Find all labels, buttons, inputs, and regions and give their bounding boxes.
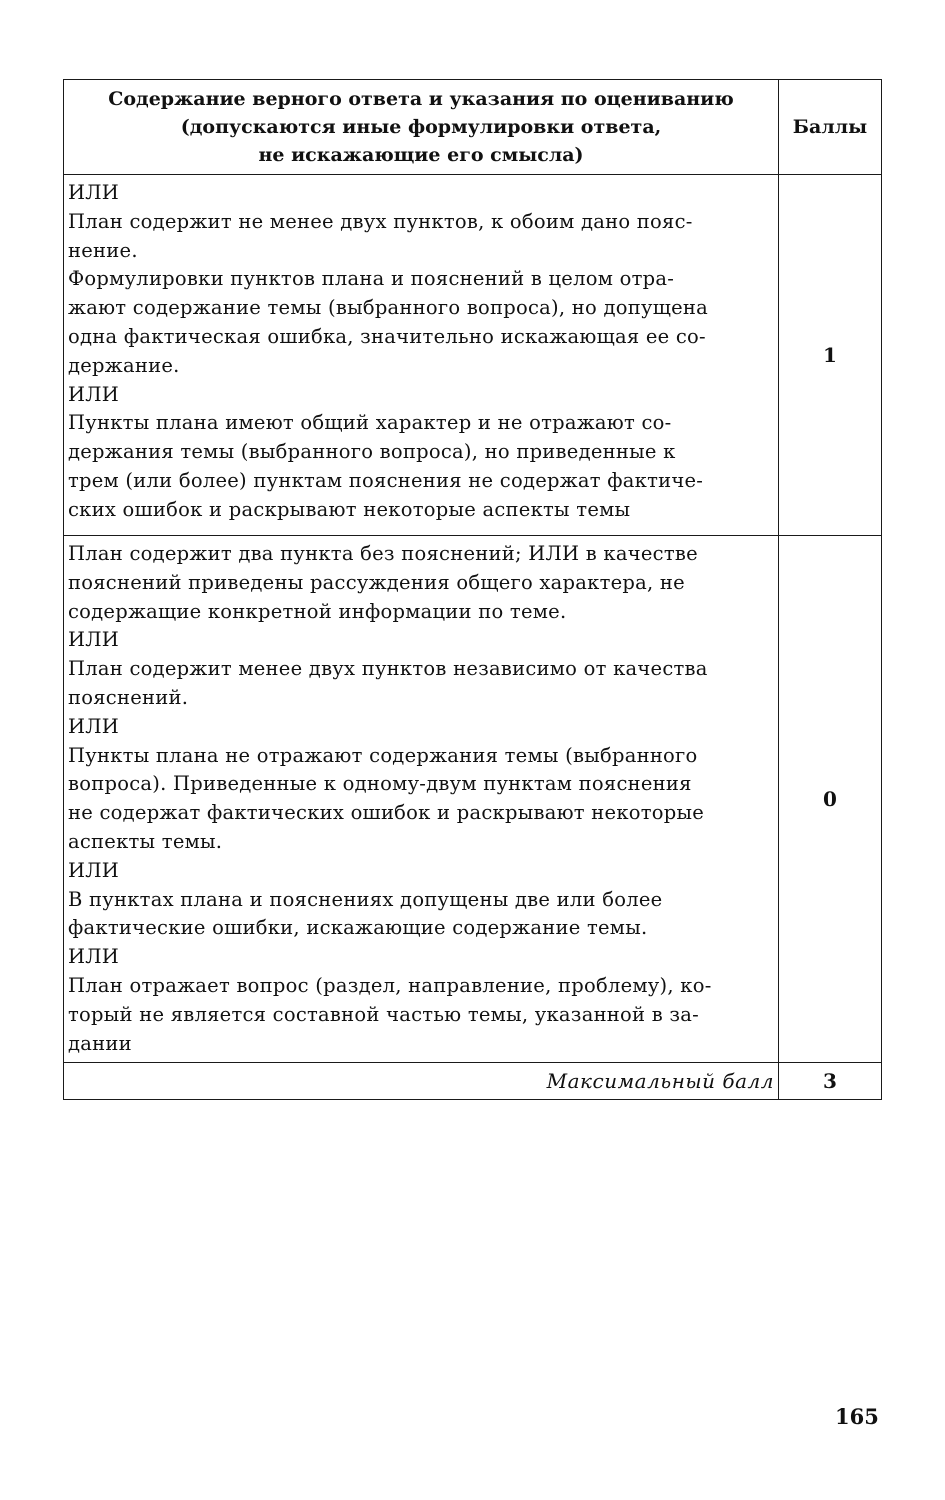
header-line: не искажающие его смысла): [258, 144, 584, 166]
table-footer-row: [64, 1063, 882, 1100]
criteria-line: дании: [68, 1031, 132, 1055]
max-score-label: Максимальный балл: [64, 1063, 779, 1100]
table-row: [64, 175, 882, 536]
criteria-line: План отражает вопрос (раздел, направление, проблему), ко-: [68, 973, 712, 997]
criteria-line: ских ошибок и раскрывают некоторые аспекты темы: [68, 497, 631, 521]
criteria-cell: [64, 175, 779, 536]
criteria-line: одна фактическая ошибка, значительно искажающая ее со-: [68, 324, 706, 348]
criteria-line: ИЛИ: [68, 181, 120, 204]
criteria-line: пояснений.: [68, 685, 189, 709]
content-column-header: [64, 80, 779, 175]
criteria-line: нение.: [68, 238, 138, 262]
criteria-line: держание.: [68, 353, 180, 377]
criteria-line: Пункты плана не отражают содержания темы (выбранного: [68, 743, 698, 767]
grading-criteria-table: [63, 79, 882, 1100]
criteria-line: вопроса). Приведенные к одному-двум пунктам пояснения: [68, 772, 692, 796]
criteria-line: трем (или более) пунктам пояснения не содержат фактиче-: [68, 468, 704, 492]
score-column-header: Баллы: [779, 80, 882, 175]
criteria-line: Формулировки пунктов плана и пояснений в целом отра-: [68, 267, 675, 291]
header-line: (допускаются иные формулировки ответа,: [180, 116, 662, 138]
criteria-line: План содержит не менее двух пунктов, к обоим дано пояс-: [68, 209, 693, 233]
criteria-line: ИЛИ: [68, 858, 120, 882]
score-cell: 0: [779, 536, 882, 1063]
criteria-line: План содержит менее двух пунктов независимо от качества: [68, 657, 708, 681]
criteria-line: держания темы (выбранного вопроса), но приведенные к: [68, 440, 676, 464]
score-cell: 1: [779, 175, 882, 536]
table-row: [64, 536, 882, 1063]
criteria-line: ИЛИ: [68, 945, 120, 969]
criteria-line: жают содержание темы (выбранного вопроса), но допущена: [68, 296, 709, 320]
table-header-row: [64, 80, 882, 175]
criteria-cell: [64, 536, 779, 1063]
criteria-line: План содержит два пункта без пояснений; ИЛИ в качестве: [68, 542, 698, 565]
criteria-line: Пункты плана имеют общий характер и не отражают со-: [68, 411, 672, 435]
criteria-line: ИЛИ: [68, 628, 120, 652]
criteria-line: торый не является составной частью темы, указанной в за-: [68, 1002, 700, 1026]
criteria-line: пояснений приведены рассуждения общего характера, не: [68, 570, 685, 594]
page-number: 165: [835, 1404, 879, 1429]
criteria-line: ИЛИ: [68, 382, 120, 406]
max-score-value: 3: [779, 1063, 882, 1100]
criteria-line: содержащие конкретной информации по теме.: [68, 599, 567, 623]
criteria-line: В пунктах плана и пояснениях допущены две или более: [68, 887, 663, 911]
criteria-line: ИЛИ: [68, 714, 120, 738]
criteria-line: не содержат фактических ошибок и раскрывают некоторые: [68, 801, 705, 825]
header-line: Содержание верного ответа и указания по оцениванию: [108, 88, 734, 110]
criteria-line: фактические ошибки, искажающие содержание темы.: [68, 916, 648, 940]
criteria-line: аспекты темы.: [68, 829, 223, 853]
